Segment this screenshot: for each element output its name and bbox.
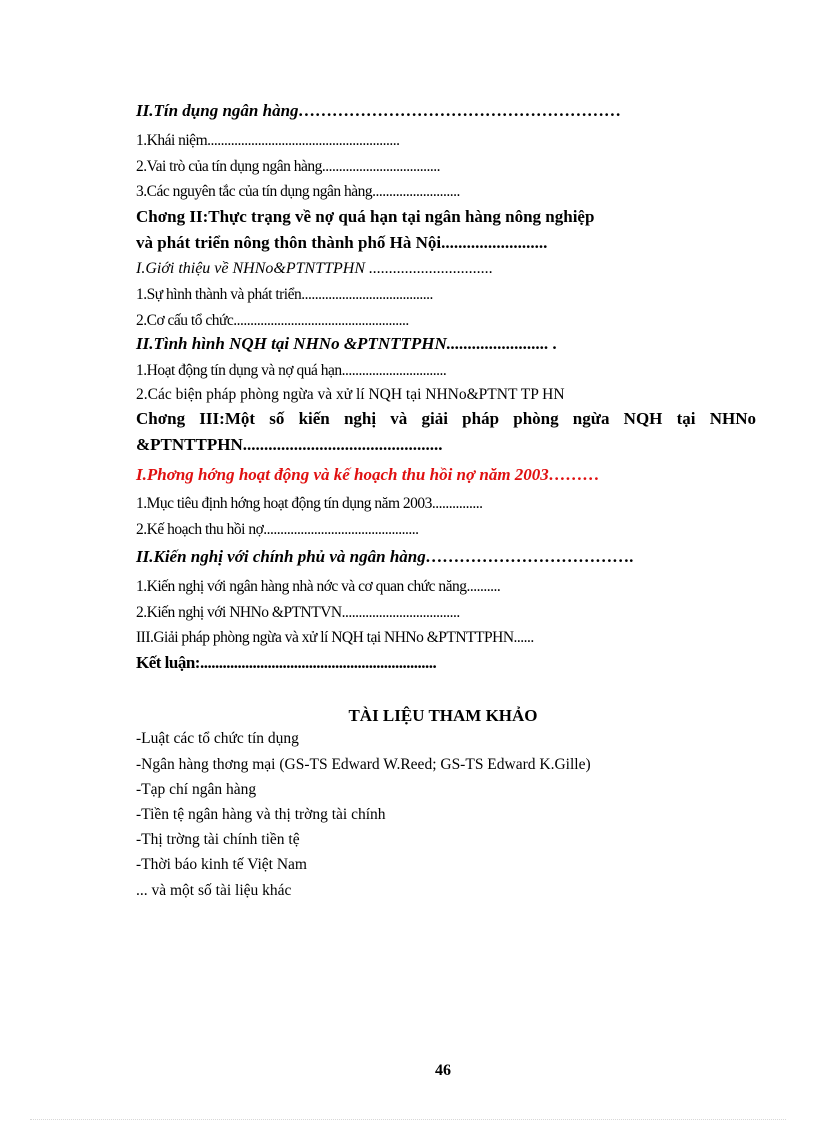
toc-item-concept: 1.Khái niệm.........................................................: [136, 132, 400, 149]
toc-item-credit-role: 2.Vai trò của tín dụng ngân hàng...................................: [136, 158, 441, 175]
reference-item: -Tiền tệ ngân hàng và thị trờng tài chính: [136, 806, 386, 823]
toc-chapter-2-line-2: và phát triển nông thôn thành phố Hà Nội.........................: [136, 233, 548, 252]
toc-item-credit-activity: 1.Hoạt động tín dụng và nợ quá hạn...............................: [136, 362, 447, 379]
toc-item-structure: 2.Cơ cấu tổ chức....................................................: [136, 312, 409, 329]
toc-section-recommendations: II.Kiến nghị với chính phủ và ngân hàng……………………………….: [136, 547, 634, 566]
toc-chapter-3-line-1: Chơng III:Một số kiến nghị và giải pháp phòng ngừa NQH tại NHNo: [136, 409, 756, 428]
toc-conclusion: Kết luận:...............................................................: [136, 653, 437, 672]
toc-chapter-3-line-2: &PTNTTPHN...............................................: [136, 435, 443, 454]
reference-item: -Thời báo kinh tế Việt Nam: [136, 856, 307, 873]
footer-divider: [30, 1119, 786, 1120]
toc-section-orientation-plan: I.Phơng hớng hoạt động và kế hoạch thu hồi nợ năm 2003………: [136, 465, 600, 484]
toc-item-formation: 1.Sự hình thành và phát triển.......................................: [136, 286, 433, 303]
toc-item-recommend-nhno: 2.Kiến nghị với NHNo &PTNTVN...................................: [136, 604, 460, 621]
toc-item-solutions: III.Giải pháp phòng ngừa và xử lí NQH tại NHNo &PTNTTPHN......: [136, 629, 534, 646]
toc-item-objectives-2003: 1.Mục tiêu định hớng hoạt động tín dụng năm 2003...............: [136, 495, 483, 512]
toc-item-credit-principles: 3.Các nguyên tắc của tín dụng ngân hàng..........................: [136, 183, 460, 200]
toc-item-prevention-measures: 2.Các biện pháp phòng ngừa và xử lí NQH tại NHNo&PTNT TP HN: [136, 386, 565, 403]
references-heading: TÀI LIỆU THAM KHẢO: [348, 706, 538, 725]
reference-item: -Tạp chí ngân hàng: [136, 781, 257, 798]
page-number: 46: [435, 1062, 451, 1079]
toc-chapter-2-line-1: Chơng II:Thực trạng về nợ quá hạn tại ngân hàng nông nghiệp: [136, 207, 595, 226]
reference-item: -Luật các tổ chức tín dụng: [136, 730, 299, 747]
toc-item-debt-recovery-plan: 2.Kế hoạch thu hồi nợ..............................................: [136, 521, 419, 538]
toc-section-introduction: I.Giới thiệu về NHNo&PTNTTPHN ...............................: [136, 260, 493, 277]
reference-item: -Ngân hàng thơng mại (GS-TS Edward W.Reed; GS-TS Edward K.Gille): [136, 756, 591, 773]
toc-section-credit-title: II.Tín dụng ngân hàng…………………………………………………: [136, 101, 622, 120]
toc-section-nqh-situation: II.Tình hình NQH tại NHNo &PTNTTPHN........................ .: [136, 334, 558, 353]
reference-item: ... và một số tài liệu khác: [136, 882, 292, 899]
reference-item: -Thị trờng tài chính tiền tệ: [136, 831, 300, 848]
toc-item-recommend-state-bank: 1.Kiến nghị với ngân hàng nhà nớc và cơ quan chức năng..........: [136, 578, 501, 595]
